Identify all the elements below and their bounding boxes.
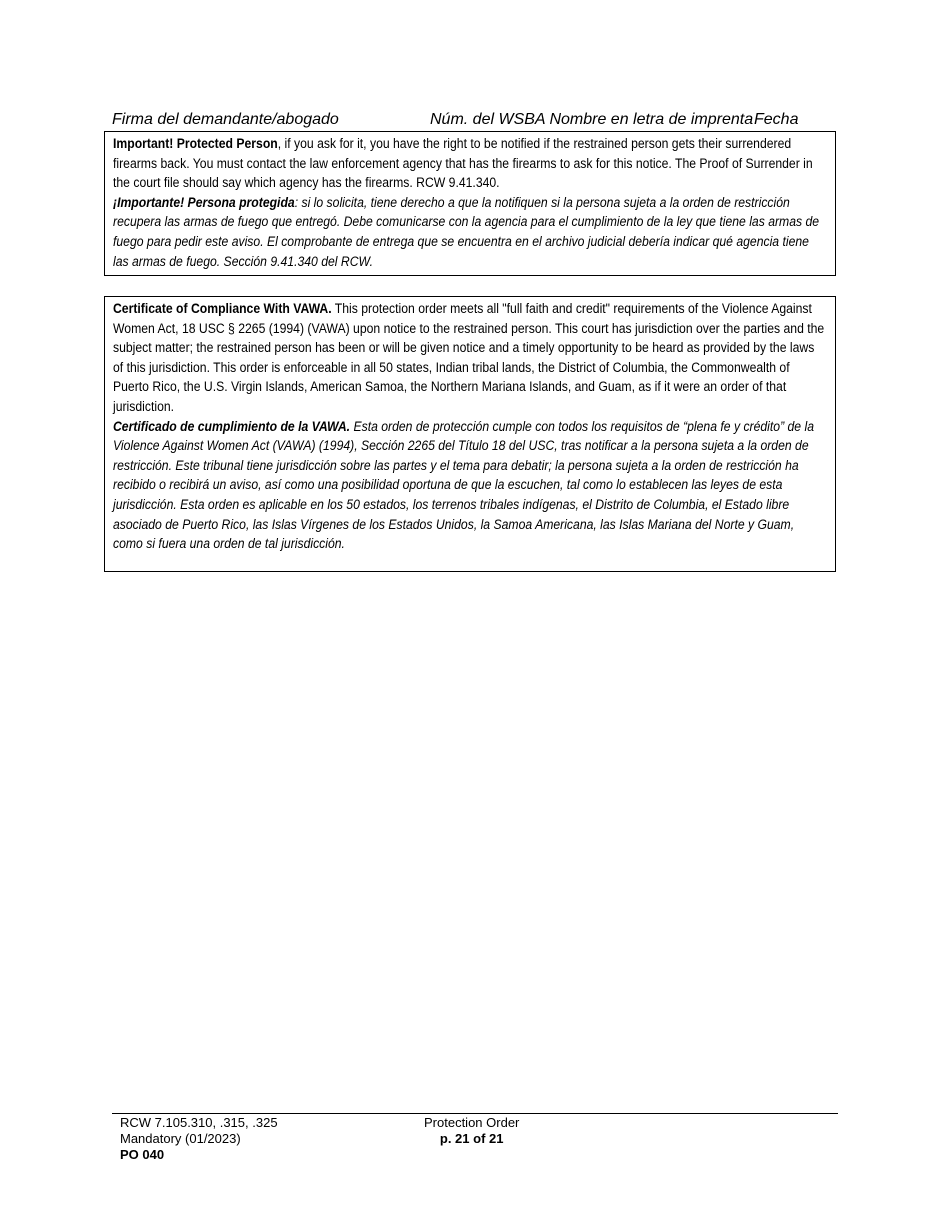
vawa-english-heading: Certificate of Compliance With VAWA. [113, 301, 332, 317]
notice-spanish-heading: ¡Importante! Persona protegida [113, 194, 295, 211]
vawa-spanish-heading: Certificado de cumplimiento de la VAWA. [113, 418, 351, 435]
notice-spanish-text: : si lo solicita, tiene derecho a que la notifiquen si la persona sujeta a la orden de restricción recupera las armas de fuego que entregó. Debe comunicarse con la agencia para el cumplimiento de la ley que tiene las armas de fuego para pedir este aviso. El comprobante de entrega que se encuentra en el archivo judicial debería indicar qué agencia tiene las armas de fuego. Sección 9.41.340 del RCW. [113, 194, 820, 270]
footer-title: Protection Order [424, 1115, 520, 1130]
vawa-spanish-text: Esta orden de protección cumple con todos los requisitos de “plena fe y crédito” de la Violence Against Women Act (VAWA) (1994), Sección 2265 del Título 18 del USC, tras notificar a la persona sujeta a la orden de restricción. Este tribunal tiene jurisdicción sobre las partes y el tema para debatir; la persona sujeta a la orden de restricción ha recibido o recibirá un aviso, así como una posibilidad oportuna de que la escuchen, tal como lo establecen las leyes de esta jurisdicción. Esta orden es aplicable en los 50 estados, los terrenos tribales indígenas, el Distrito de Columbia, el Estado libre asociado de Puerto Rico, las Islas Vírgenes de los Estados Unidos, la Samoa Americana, las Islas Mariana del Norte y Guam, como si fuera una orden de tal jurisdicción. [113, 418, 814, 553]
footer-statute: RCW 7.105.310, .315, .325 [120, 1115, 278, 1130]
notice-english [113, 135, 825, 194]
footer-divider [112, 1113, 838, 1114]
footer-page-number: p. 21 of 21 [439, 1131, 504, 1146]
signature-label: Firma del demandante/abogado [112, 111, 339, 128]
vawa-english-text: This protection order meets all "full faith and credit" requirements of the Violence Against Women Act, 18 USC § 2265 (1994) (VAWA) upon notice to the restrained person. This court has jurisdiction over the parties and the subject matter; the restrained person has been or will be given notice and a timely opportunity to be heard as provided by the laws of this jurisdiction. This order is enforceable in all 50 states, Indian tribal lands, the District of Columbia, the Commonwealth of Puerto Rico, the U.S. Virgin Islands, American Samoa, the Northern Mariana Islands, and Guam, as if it were an order of that jurisdiction. [113, 301, 825, 415]
notice-english-text: , if you ask for it, you have the right to be notified if the restrained person gets their surrendered firearms back. You must contact the law enforcement agency that has the firearms to ask for this notice. The Proof of Surrender in the court file should say which agency has the firearms. RCW 9.41.340. [113, 136, 813, 192]
notice-english-heading: Important! Protected Person [113, 136, 278, 152]
wsba-name-label: Núm. del WSBA Nombre en letra de imprenta [430, 111, 754, 128]
vawa-spanish [113, 418, 825, 555]
footer-form-id: PO 040 [120, 1147, 165, 1162]
protected-person-notice [104, 131, 836, 276]
vawa-english [113, 300, 825, 418]
notice-spanish [113, 194, 825, 272]
vawa-certificate [104, 296, 836, 572]
date-label: Fecha [754, 111, 799, 128]
footer-mandatory: Mandatory (01/2023) [120, 1131, 241, 1146]
